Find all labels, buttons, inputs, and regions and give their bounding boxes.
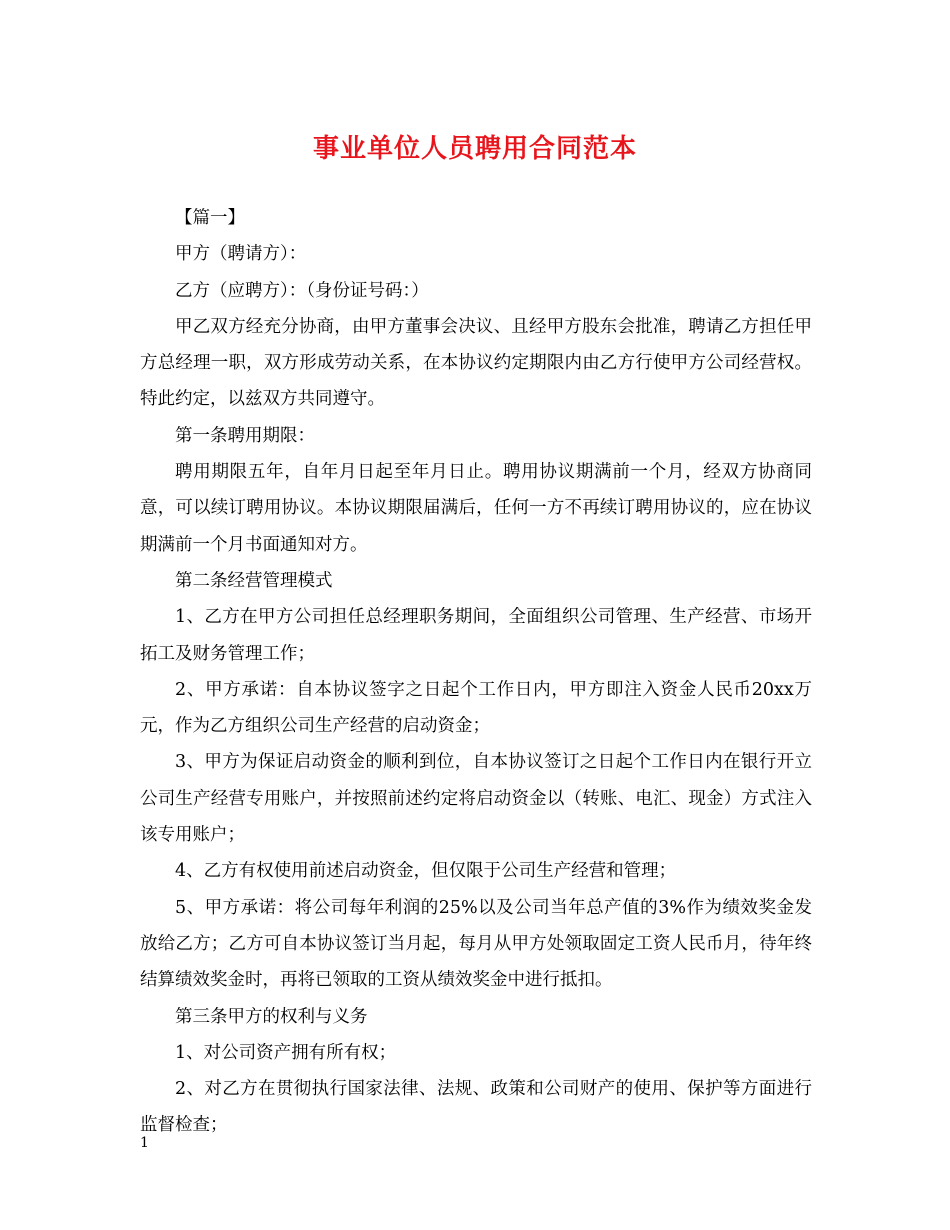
page-number: 1 — [140, 1135, 149, 1151]
paragraph-article-1-heading: 第一条聘用期限： — [175, 425, 315, 446]
paragraph-article-1-body: 聘用期限五年，自年月日起至年月日止。聘用协议期满前一个月，经双方协商同意，可以续订聘用协议。本协议期限届满后，任何一方不再续订聘用协议的，应在协议期满前一个月书面通知对方。 — [140, 462, 812, 555]
paragraph-article-2-item-5: 5、甲方承诺：将公司每年利润的25%以及公司当年总产值的3%作为绩效奖金发放给乙方；乙方可自本协议签订当月起，每月从甲方处领取固定工资人民币月，待年终结算绩效奖金时，再将已领取的工资从绩效奖金中进行抵扣。 — [140, 897, 812, 991]
paragraph-article-3-heading: 第三条甲方的权利与义务 — [175, 1006, 368, 1027]
paragraph-party-b: 乙方（应聘方）：（身份证号码：） — [175, 280, 429, 301]
document-body — [140, 200, 812, 1144]
paragraph-article-2-item-4: 4、乙方有权使用前述启动资金，但仅限于公司生产经营和管理； — [175, 861, 677, 882]
document-title: 事业单位人员聘用合同范本 — [312, 134, 637, 164]
paragraph-article-2-item-1: 1、乙方在甲方公司担任总经理职务期间，全面组织公司管理、生产经营、市场开拓工及财务管理工作； — [140, 607, 812, 664]
paragraph-article-2-heading: 第二条经营管理模式 — [175, 570, 333, 591]
paragraph-article-2-item-2: 2、甲方承诺：自本协议签字之日起个工作日内，甲方即注入资金人民币20xx万元，作为乙方组织公司生产经营的启动资金； — [140, 679, 812, 737]
paragraph-preamble: 甲乙双方经充分协商，由甲方董事会决议、且经甲方股东会批准，聘请乙方担任甲方总经理一职，双方形成劳动关系，在本协议约定期限内由乙方行使甲方公司经营权。特此约定，以兹双方共同遵守。 — [140, 316, 812, 410]
paragraph-article-3-item-1: 1、对公司资产拥有所有权； — [175, 1042, 397, 1063]
paragraph-article-2-item-3: 3、甲方为保证启动资金的顺利到位，自本协议签订之日起个工作日内在银行开立公司生产经营专用账户，并按照前述约定将启动资金以（转账、电汇、现金）方式注入该专用账户； — [140, 752, 812, 846]
paragraph-article-3-item-2: 2、对乙方在贯彻执行国家法律、法规、政策和公司财产的使用、保护等方面进行监督检查； — [140, 1079, 812, 1136]
paragraph-party-a: 甲方（聘请方）： — [175, 244, 307, 265]
paragraph-section-heading: 【篇一】 — [175, 208, 245, 228]
